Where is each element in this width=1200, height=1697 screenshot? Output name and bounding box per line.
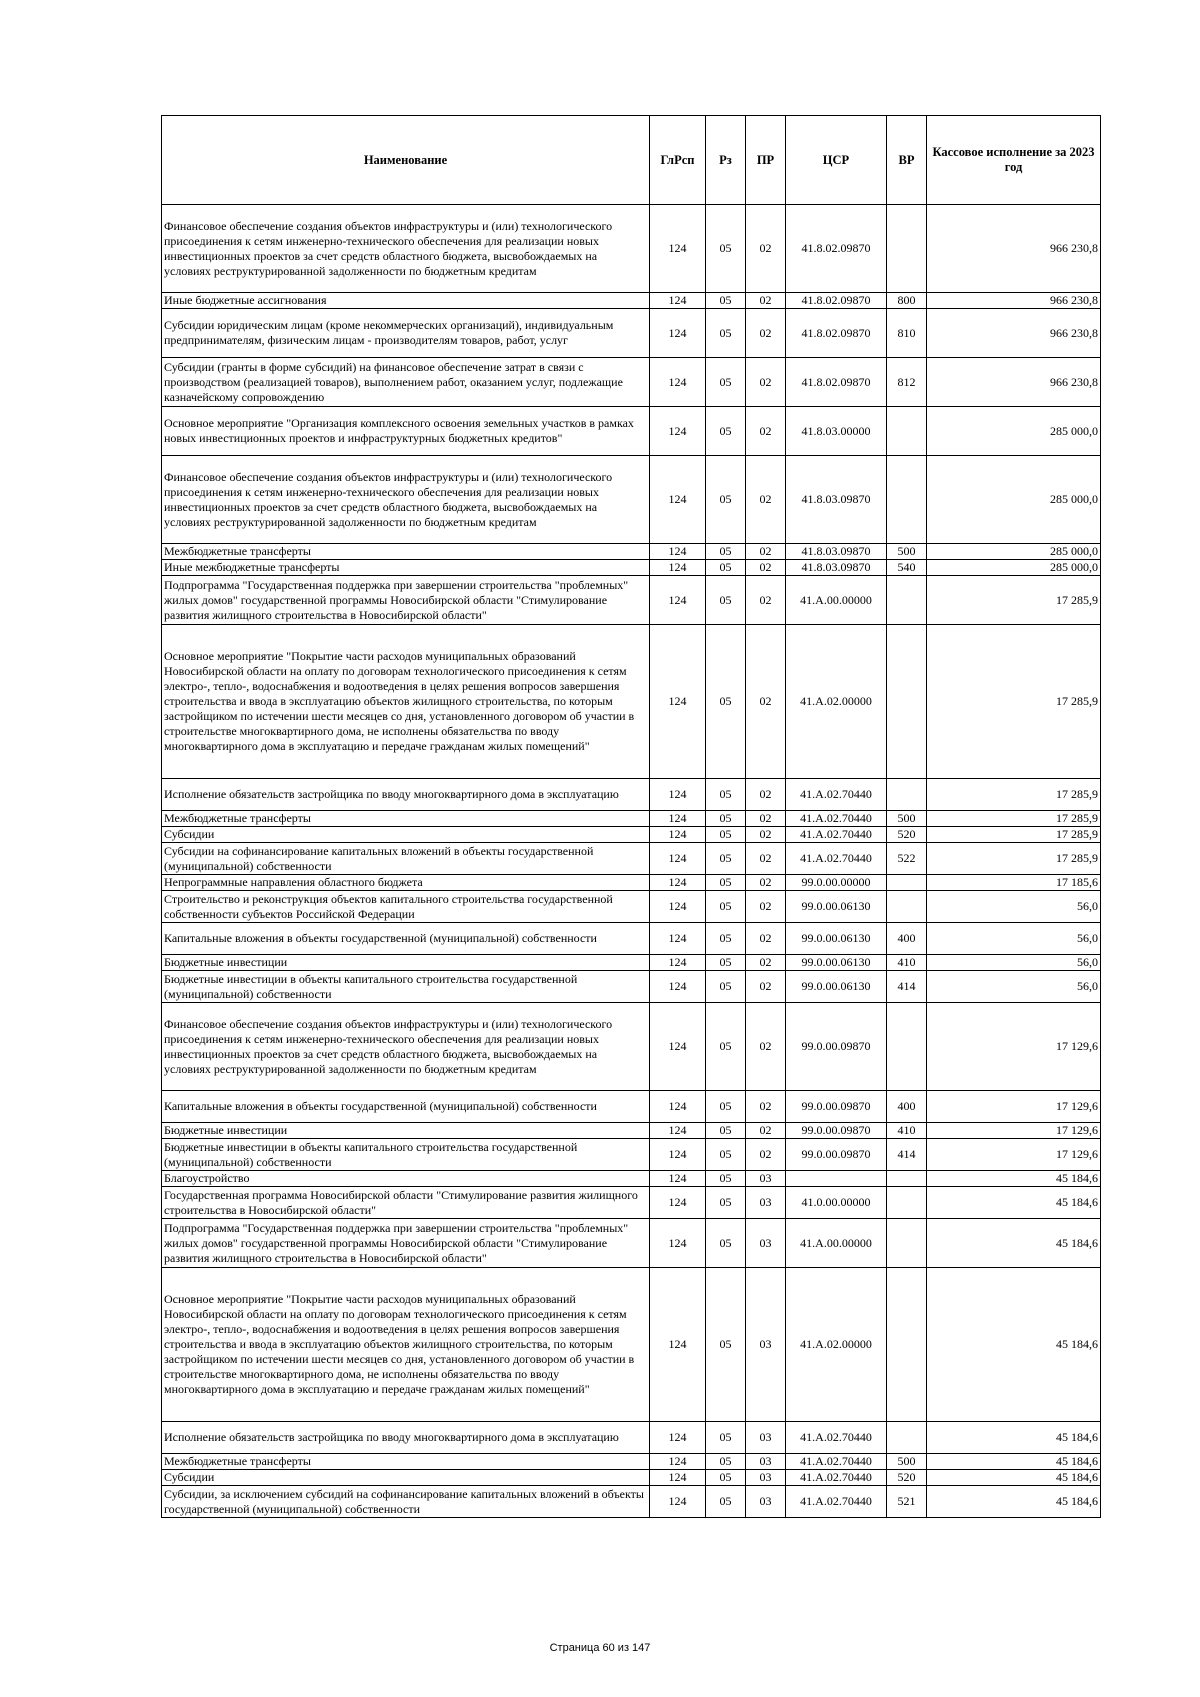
cell-csr: 99.0.00.09870 <box>786 1091 887 1123</box>
cell-vr <box>887 1187 927 1219</box>
cell-glrsp: 124 <box>650 811 706 827</box>
cell-amount: 285 000,0 <box>927 456 1101 544</box>
cell-pr: 02 <box>746 1091 786 1123</box>
cell-pr: 02 <box>746 544 786 560</box>
cell-rz: 05 <box>706 544 746 560</box>
cell-glrsp: 124 <box>650 576 706 625</box>
cell-rz: 05 <box>706 407 746 456</box>
cell-amount: 966 230,8 <box>927 358 1101 407</box>
cell-vr <box>887 875 927 891</box>
cell-amount: 56,0 <box>927 891 1101 923</box>
cell-vr <box>887 205 927 293</box>
cell-rz: 05 <box>706 358 746 407</box>
table-row <box>162 1454 1101 1470</box>
cell-rz: 05 <box>706 971 746 1003</box>
cell-rz: 05 <box>706 1268 746 1422</box>
cell-name: Межбюджетные трансферты <box>162 1454 650 1470</box>
cell-vr: 522 <box>887 843 927 875</box>
cell-glrsp: 124 <box>650 1123 706 1139</box>
cell-pr: 02 <box>746 779 786 811</box>
cell-glrsp: 124 <box>650 843 706 875</box>
cell-pr: 02 <box>746 407 786 456</box>
cell-csr: 41.А.02.70440 <box>786 827 887 843</box>
cell-csr: 99.0.00.06130 <box>786 891 887 923</box>
cell-csr: 41.8.02.09870 <box>786 293 887 309</box>
cell-amount: 45 184,6 <box>927 1268 1101 1422</box>
table-row <box>162 1187 1101 1219</box>
cell-amount: 966 230,8 <box>927 309 1101 358</box>
cell-pr: 02 <box>746 560 786 576</box>
cell-glrsp: 124 <box>650 293 706 309</box>
table-row <box>162 358 1101 407</box>
cell-amount: 285 000,0 <box>927 560 1101 576</box>
cell-rz: 05 <box>706 1139 746 1171</box>
cell-name: Субсидии, за исключением субсидий на софинансирование капитальных вложений в объекты государственной (муниципальной) собственности <box>162 1486 650 1518</box>
cell-name: Капитальные вложения в объекты государственной (муниципальной) собственности <box>162 1091 650 1123</box>
table-row <box>162 576 1101 625</box>
cell-csr: 41.8.02.09870 <box>786 205 887 293</box>
cell-glrsp: 124 <box>650 358 706 407</box>
cell-amount: 285 000,0 <box>927 544 1101 560</box>
cell-vr <box>887 1219 927 1268</box>
cell-name: Строительство и реконструкция объектов капитального строительства государственной собственности субъектов Российской Федерации <box>162 891 650 923</box>
cell-name: Финансовое обеспечение создания объектов инфраструктуры и (или) технологического присоединения к сетям инженерно-технического обеспечения для реализации новых инвестиционных проектов за счет средств областного бюджета, высвобождаемых на условиях реструктурированной задолженности по бюджетным кредитам <box>162 1003 650 1091</box>
table-row <box>162 1470 1101 1486</box>
cell-pr: 02 <box>746 358 786 407</box>
cell-csr: 41.8.03.09870 <box>786 560 887 576</box>
cell-amount: 17 285,9 <box>927 827 1101 843</box>
cell-vr <box>887 1171 927 1187</box>
cell-amount: 45 184,6 <box>927 1422 1101 1454</box>
cell-name: Подпрограмма "Государственная поддержка при завершении строительства "проблемных" жилых домов" государственной программы Новосибирской области "Стимулирование развития жилищного строительства в Новосибирской области" <box>162 1219 650 1268</box>
cell-glrsp: 124 <box>650 544 706 560</box>
cell-vr: 521 <box>887 1486 927 1518</box>
cell-rz: 05 <box>706 625 746 779</box>
cell-glrsp: 124 <box>650 205 706 293</box>
cell-csr: 41.А.00.00000 <box>786 1219 887 1268</box>
cell-name: Бюджетные инвестиции в объекты капитального строительства государственной (муниципальной) собственности <box>162 1139 650 1171</box>
cell-name: Исполнение обязательств застройщика по вводу многоквартирного дома в эксплуатацию <box>162 1422 650 1454</box>
cell-rz: 05 <box>706 1486 746 1518</box>
table-row <box>162 955 1101 971</box>
cell-csr: 41.А.02.70440 <box>786 811 887 827</box>
cell-amount: 966 230,8 <box>927 205 1101 293</box>
table-row <box>162 811 1101 827</box>
table-row <box>162 827 1101 843</box>
cell-glrsp: 124 <box>650 1219 706 1268</box>
cell-name: Финансовое обеспечение создания объектов инфраструктуры и (или) технологического присоединения к сетям инженерно-технического обеспечения для реализации новых инвестиционных проектов за счет средств областного бюджета, высвобождаемых на условиях реструктурированной задолженности по бюджетным кредитам <box>162 205 650 293</box>
cell-pr: 02 <box>746 875 786 891</box>
cell-amount: 17 129,6 <box>927 1091 1101 1123</box>
table-row <box>162 1139 1101 1171</box>
cell-csr: 41.А.02.70440 <box>786 1470 887 1486</box>
cell-csr: 41.А.02.00000 <box>786 625 887 779</box>
cell-pr: 02 <box>746 576 786 625</box>
table-row <box>162 1171 1101 1187</box>
table-row <box>162 1219 1101 1268</box>
table-row <box>162 891 1101 923</box>
cell-name: Подпрограмма "Государственная поддержка при завершении строительства "проблемных" жилых домов" государственной программы Новосибирской области "Стимулирование развития жилищного строительства в Новосибирской области" <box>162 576 650 625</box>
cell-vr: 800 <box>887 293 927 309</box>
cell-rz: 05 <box>706 875 746 891</box>
table-row <box>162 875 1101 891</box>
cell-csr: 41.8.02.09870 <box>786 309 887 358</box>
cell-csr: 99.0.00.09870 <box>786 1139 887 1171</box>
cell-pr: 02 <box>746 1139 786 1171</box>
cell-amount: 45 184,6 <box>927 1486 1101 1518</box>
cell-pr: 03 <box>746 1486 786 1518</box>
cell-rz: 05 <box>706 1003 746 1091</box>
cell-pr: 02 <box>746 827 786 843</box>
cell-rz: 05 <box>706 293 746 309</box>
table-row <box>162 779 1101 811</box>
cell-amount: 45 184,6 <box>927 1171 1101 1187</box>
cell-rz: 05 <box>706 923 746 955</box>
cell-vr: 410 <box>887 1123 927 1139</box>
cell-amount: 45 184,6 <box>927 1454 1101 1470</box>
cell-rz: 05 <box>706 891 746 923</box>
cell-name: Непрограммные направления областного бюджета <box>162 875 650 891</box>
header-amount: Кассовое исполнение за 2023 год <box>927 116 1101 205</box>
cell-name: Бюджетные инвестиции <box>162 955 650 971</box>
cell-rz: 05 <box>706 576 746 625</box>
cell-name: Основное мероприятие "Покрытие части расходов муниципальных образований Новосибирской области на оплату по договорам технологического присоединения к сетям электро-, тепло-, водоснабжения и водоотведения в целях решения вопросов завершения строительства и ввода в эксплуатацию объектов жилищного строительства, по которым застройщиком по истечении шести месяцев со дня, установленного договором об участии в строительстве многоквартирного дома, не исполнены обязательства по вводу многоквартирного дома в эксплуатацию и передаче гражданам жилых помещений" <box>162 1268 650 1422</box>
table-row <box>162 1486 1101 1518</box>
table-row <box>162 205 1101 293</box>
cell-amount: 17 185,6 <box>927 875 1101 891</box>
table-row <box>162 971 1101 1003</box>
cell-amount: 45 184,6 <box>927 1470 1101 1486</box>
cell-csr: 99.0.00.06130 <box>786 955 887 971</box>
cell-rz: 05 <box>706 1422 746 1454</box>
header-pr: ПР <box>746 116 786 205</box>
cell-pr: 03 <box>746 1268 786 1422</box>
cell-pr: 03 <box>746 1187 786 1219</box>
table-row <box>162 1422 1101 1454</box>
cell-csr <box>786 1171 887 1187</box>
cell-name: Иные межбюджетные трансферты <box>162 560 650 576</box>
table-row <box>162 309 1101 358</box>
table-row <box>162 456 1101 544</box>
cell-name: Субсидии (гранты в форме субсидий) на финансовое обеспечение затрат в связи с производством (реализацией товаров), выполнением работ, оказанием услуг, подлежащие казначейскому сопровождению <box>162 358 650 407</box>
cell-vr: 414 <box>887 1139 927 1171</box>
cell-amount: 17 285,9 <box>927 811 1101 827</box>
cell-pr: 02 <box>746 971 786 1003</box>
cell-rz: 05 <box>706 1171 746 1187</box>
cell-amount: 17 285,9 <box>927 779 1101 811</box>
cell-glrsp: 124 <box>650 779 706 811</box>
cell-vr <box>887 1268 927 1422</box>
cell-pr: 03 <box>746 1171 786 1187</box>
cell-rz: 05 <box>706 1091 746 1123</box>
cell-name: Бюджетные инвестиции в объекты капитального строительства государственной (муниципальной) собственности <box>162 971 650 1003</box>
cell-rz: 05 <box>706 843 746 875</box>
cell-pr: 02 <box>746 923 786 955</box>
cell-rz: 05 <box>706 1123 746 1139</box>
cell-amount: 17 129,6 <box>927 1123 1101 1139</box>
cell-glrsp: 124 <box>650 1139 706 1171</box>
cell-csr: 99.0.00.09870 <box>786 1123 887 1139</box>
cell-pr: 02 <box>746 293 786 309</box>
cell-pr: 02 <box>746 891 786 923</box>
header-row <box>162 116 1101 205</box>
table-row <box>162 843 1101 875</box>
cell-rz: 05 <box>706 1470 746 1486</box>
table-row <box>162 1091 1101 1123</box>
cell-rz: 05 <box>706 1187 746 1219</box>
cell-name: Субсидии <box>162 1470 650 1486</box>
cell-vr <box>887 625 927 779</box>
table-row <box>162 625 1101 779</box>
cell-csr: 41.А.02.70440 <box>786 1454 887 1470</box>
header-name: Наименование <box>162 116 650 205</box>
cell-glrsp: 124 <box>650 407 706 456</box>
cell-vr: 400 <box>887 1091 927 1123</box>
cell-glrsp: 124 <box>650 1486 706 1518</box>
cell-pr: 03 <box>746 1470 786 1486</box>
cell-rz: 05 <box>706 456 746 544</box>
cell-amount: 45 184,6 <box>927 1187 1101 1219</box>
cell-name: Субсидии <box>162 827 650 843</box>
cell-pr: 03 <box>746 1219 786 1268</box>
cell-vr: 812 <box>887 358 927 407</box>
cell-rz: 05 <box>706 1219 746 1268</box>
cell-csr: 41.А.00.00000 <box>786 576 887 625</box>
cell-vr <box>887 891 927 923</box>
table-row <box>162 560 1101 576</box>
cell-pr: 02 <box>746 955 786 971</box>
cell-csr: 41.8.03.09870 <box>786 456 887 544</box>
cell-rz: 05 <box>706 205 746 293</box>
cell-vr <box>887 407 927 456</box>
cell-name: Иные бюджетные ассигнования <box>162 293 650 309</box>
cell-name: Финансовое обеспечение создания объектов инфраструктуры и (или) технологического присоединения к сетям инженерно-технического обеспечения для реализации новых инвестиционных проектов за счет средств областного бюджета, высвобождаемых на условиях реструктурированной задолженности по бюджетным кредитам <box>162 456 650 544</box>
cell-glrsp: 124 <box>650 1187 706 1219</box>
cell-name: Субсидии юридическим лицам (кроме некоммерческих организаций), индивидуальным предпринимателям, физическим лицам - производителям товаров, работ, услуг <box>162 309 650 358</box>
cell-pr: 03 <box>746 1422 786 1454</box>
cell-amount: 45 184,6 <box>927 1219 1101 1268</box>
cell-name: Основное мероприятие "Покрытие части расходов муниципальных образований Новосибирской области на оплату по договорам технологического присоединения к сетям электро-, тепло-, водоснабжения и водоотведения в целях решения вопросов завершения строительства и ввода в эксплуатацию объектов жилищного строительства, по которым застройщиком по истечении шести месяцев со дня, установленного договором об участии в строительстве многоквартирного дома, не исполнены обязательства по вводу многоквартирного дома в эксплуатацию и передаче гражданам жилых помещений" <box>162 625 650 779</box>
cell-csr: 41.А.02.70440 <box>786 1486 887 1518</box>
cell-vr: 810 <box>887 309 927 358</box>
cell-glrsp: 124 <box>650 625 706 779</box>
cell-rz: 05 <box>706 779 746 811</box>
cell-vr: 520 <box>887 827 927 843</box>
cell-name: Основное мероприятие "Организация комплексного освоения земельных участков в рамках новых инвестиционных проектов и инфраструктурных бюджетных кредитов" <box>162 407 650 456</box>
cell-pr: 02 <box>746 843 786 875</box>
cell-glrsp: 124 <box>650 1091 706 1123</box>
cell-glrsp: 124 <box>650 891 706 923</box>
cell-csr: 41.0.00.00000 <box>786 1187 887 1219</box>
cell-vr: 400 <box>887 923 927 955</box>
cell-vr: 500 <box>887 1454 927 1470</box>
table-row <box>162 407 1101 456</box>
header-rz: Рз <box>706 116 746 205</box>
cell-glrsp: 124 <box>650 875 706 891</box>
cell-csr: 41.А.02.70440 <box>786 843 887 875</box>
cell-name: Бюджетные инвестиции <box>162 1123 650 1139</box>
cell-amount: 56,0 <box>927 955 1101 971</box>
page-number: Страница 60 из 147 <box>549 1642 651 1654</box>
header-glrsp: ГлРсп <box>650 116 706 205</box>
cell-name: Исполнение обязательств застройщика по вводу многоквартирного дома в эксплуатацию <box>162 779 650 811</box>
cell-name: Межбюджетные трансферты <box>162 544 650 560</box>
cell-vr <box>887 456 927 544</box>
cell-amount: 17 285,9 <box>927 576 1101 625</box>
table-row <box>162 1003 1101 1091</box>
table-row <box>162 544 1101 560</box>
cell-vr: 500 <box>887 544 927 560</box>
cell-vr <box>887 1003 927 1091</box>
cell-vr <box>887 576 927 625</box>
cell-pr: 02 <box>746 1003 786 1091</box>
cell-pr: 02 <box>746 1123 786 1139</box>
cell-vr: 540 <box>887 560 927 576</box>
cell-amount: 17 129,6 <box>927 1139 1101 1171</box>
cell-amount: 17 285,9 <box>927 625 1101 779</box>
cell-glrsp: 124 <box>650 923 706 955</box>
cell-csr: 41.8.03.00000 <box>786 407 887 456</box>
cell-csr: 41.8.03.09870 <box>786 544 887 560</box>
cell-glrsp: 124 <box>650 1454 706 1470</box>
cell-name: Государственная программа Новосибирской области "Стимулирование развития жилищного строительства в Новосибирской области" <box>162 1187 650 1219</box>
cell-glrsp: 124 <box>650 1470 706 1486</box>
cell-glrsp: 124 <box>650 1171 706 1187</box>
budget-table <box>161 115 1101 1518</box>
cell-vr: 414 <box>887 971 927 1003</box>
cell-amount: 285 000,0 <box>927 407 1101 456</box>
cell-csr: 99.0.00.00000 <box>786 875 887 891</box>
cell-vr <box>887 779 927 811</box>
cell-pr: 02 <box>746 205 786 293</box>
cell-glrsp: 124 <box>650 971 706 1003</box>
cell-vr: 500 <box>887 811 927 827</box>
table-row <box>162 293 1101 309</box>
table-row <box>162 923 1101 955</box>
cell-pr: 02 <box>746 309 786 358</box>
cell-csr: 41.А.02.00000 <box>786 1268 887 1422</box>
cell-csr: 41.8.02.09870 <box>786 358 887 407</box>
cell-glrsp: 124 <box>650 827 706 843</box>
header-csr: ЦСР <box>786 116 887 205</box>
cell-amount: 56,0 <box>927 923 1101 955</box>
cell-amount: 17 285,9 <box>927 843 1101 875</box>
cell-rz: 05 <box>706 309 746 358</box>
cell-pr: 02 <box>746 456 786 544</box>
cell-glrsp: 124 <box>650 1268 706 1422</box>
cell-pr: 02 <box>746 625 786 779</box>
table-row <box>162 1123 1101 1139</box>
cell-rz: 05 <box>706 811 746 827</box>
cell-glrsp: 124 <box>650 309 706 358</box>
cell-glrsp: 124 <box>650 560 706 576</box>
cell-csr: 99.0.00.06130 <box>786 923 887 955</box>
cell-name: Межбюджетные трансферты <box>162 811 650 827</box>
cell-rz: 05 <box>706 560 746 576</box>
table-row <box>162 1268 1101 1422</box>
cell-vr: 520 <box>887 1470 927 1486</box>
cell-name: Благоустройство <box>162 1171 650 1187</box>
cell-amount: 56,0 <box>927 971 1101 1003</box>
cell-csr: 99.0.00.09870 <box>786 1003 887 1091</box>
cell-name: Капитальные вложения в объекты государственной (муниципальной) собственности <box>162 923 650 955</box>
cell-csr: 41.А.02.70440 <box>786 779 887 811</box>
cell-rz: 05 <box>706 827 746 843</box>
cell-vr: 410 <box>887 955 927 971</box>
cell-pr: 02 <box>746 811 786 827</box>
cell-amount: 966 230,8 <box>927 293 1101 309</box>
cell-rz: 05 <box>706 1454 746 1470</box>
cell-csr: 41.А.02.70440 <box>786 1422 887 1454</box>
header-vr: ВР <box>887 116 927 205</box>
cell-glrsp: 124 <box>650 456 706 544</box>
cell-glrsp: 124 <box>650 1422 706 1454</box>
cell-glrsp: 124 <box>650 955 706 971</box>
cell-vr <box>887 1422 927 1454</box>
cell-pr: 03 <box>746 1454 786 1470</box>
cell-csr: 99.0.00.06130 <box>786 971 887 1003</box>
cell-rz: 05 <box>706 955 746 971</box>
cell-name: Субсидии на софинансирование капитальных вложений в объекты государственной (муниципальной) собственности <box>162 843 650 875</box>
cell-amount: 17 129,6 <box>927 1003 1101 1091</box>
cell-glrsp: 124 <box>650 1003 706 1091</box>
